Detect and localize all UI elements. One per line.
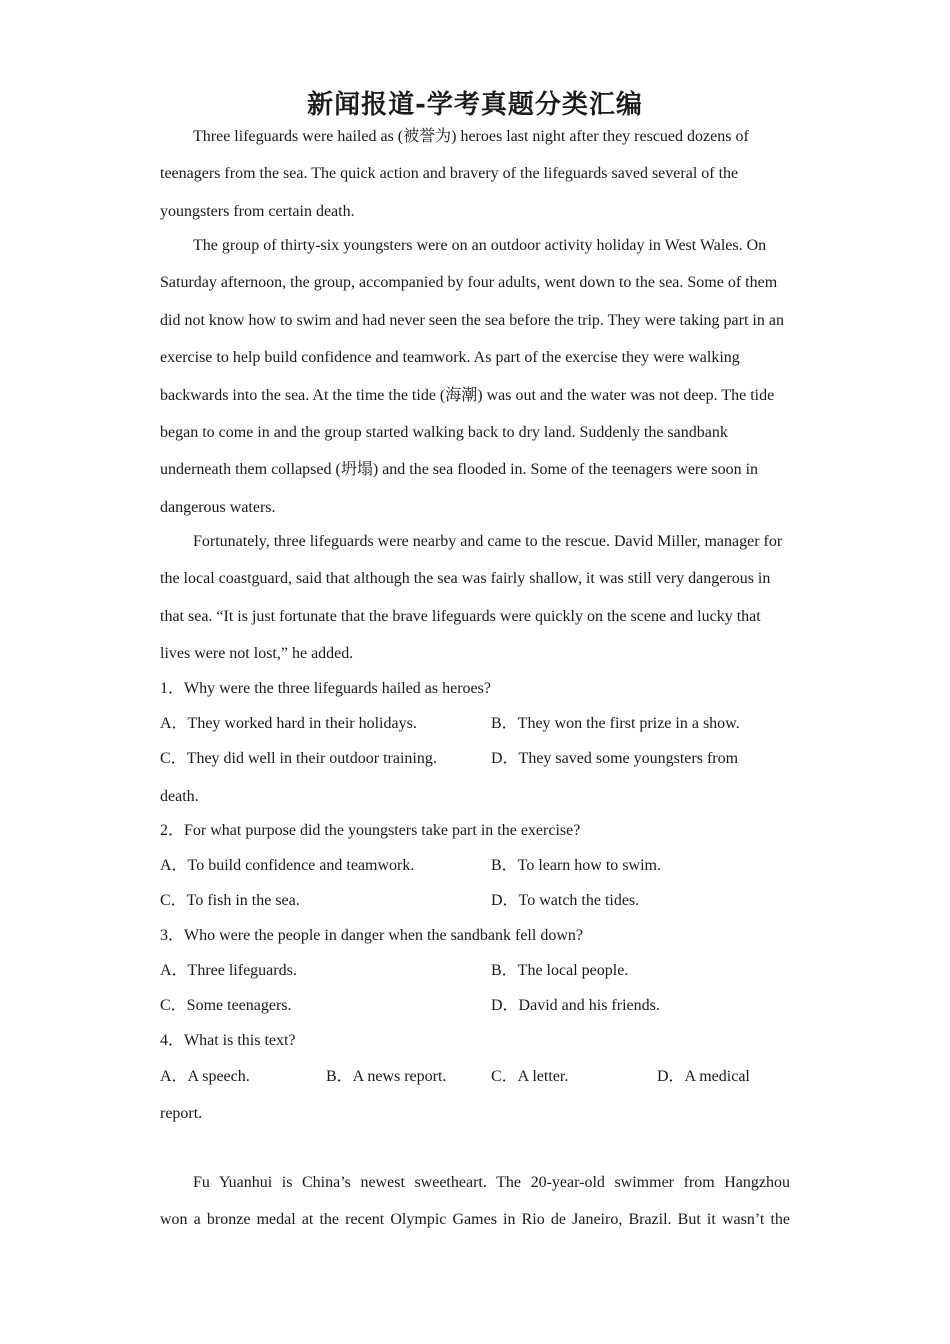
passage1-paragraph-3 — [160, 523, 790, 673]
question-1-option-d: D．They saved some youngsters from — [491, 750, 739, 767]
question-4-option-c: C．A letter. — [491, 1068, 569, 1085]
question-1-stem: 1．Why were the three lifeguards hailed as heroes? — [160, 680, 491, 697]
question-2-option-a: A．To build confidence and teamwork. — [160, 857, 415, 874]
passage1-paragraph-3-text: Fortunately, three lifeguards were nearby and came to the rescue. David Miller, manager for the local coastguard, said that although the sea was fairly shallow, it was still very dangerous in that sea. “It is just fortunate that the brave lifeguards were quickly on the scene and lucky that lives were not lost,” he added. — [160, 533, 783, 663]
question-3-option-b: B．The local people. — [491, 962, 629, 979]
question-4-option-b: B．A news report. — [326, 1068, 447, 1085]
question-4-option-d-continued: report. — [160, 1105, 203, 1122]
question-3-option-a: A．Three lifeguards. — [160, 962, 297, 979]
page-title: 新闻报道-学考真题分类汇编 — [307, 90, 643, 120]
passage2-line-1 — [160, 1164, 790, 1201]
question-1-option-d-continued: death. — [160, 788, 199, 805]
question-2-option-c: C．To fish in the sea. — [160, 892, 300, 909]
question-3-stem: 3．Who were the people in danger when the sandbank fell down? — [160, 927, 583, 944]
passage1-paragraph-1-text: Three lifeguards were hailed as (被誉为) heroes last night after they rescued dozens of teenagers from the sea. The quick action and bravery of the lifeguards saved several of the youngsters from certain death. — [160, 128, 749, 220]
question-2-stem: 2．For what purpose did the youngsters take part in the exercise? — [160, 822, 581, 839]
passage1-paragraph-2 — [160, 227, 790, 526]
question-3-option-c: C．Some teenagers. — [160, 997, 292, 1014]
question-4-option-a: A．A speech. — [160, 1068, 250, 1085]
question-4-option-d: D．A medical — [657, 1068, 750, 1085]
question-2-option-b: B．To learn how to swim. — [491, 857, 661, 874]
passage2-line-1-text: Fu Yuanhui is China’s newest sweetheart. The 20-year-old swimmer from Hangzhou — [193, 1174, 790, 1191]
passage1-paragraph-1 — [160, 118, 790, 230]
question-4-stem: 4．What is this text? — [160, 1032, 296, 1049]
question-2-option-d: D．To watch the tides. — [491, 892, 640, 909]
passage1-paragraph-2-text: The group of thirty-six youngsters were on an outdoor activity holiday in West Wales. On Saturday afternoon, the group, accompanied by four adults, went down to the sea. Some of them did not know how to swim and had never seen the sea before the trip. They were taking part in an exercise to help build confidence and teamwork. As part of the exercise they were walking backwards into the sea. At the time the tide (海潮) was out and the water was not deep. The tide began to come in and the group started walking back to dry land. Suddenly the sandbank underneath them collapsed (坍塌) and the sea flooded in. Some of the teenagers were soon in dangerous waters. — [160, 237, 784, 516]
passage2-line-2 — [160, 1201, 790, 1238]
question-1-option-b: B．They won the first prize in a show. — [491, 715, 740, 732]
question-3-option-d: D．David and his friends. — [491, 997, 660, 1014]
passage2-line-2-text: won a bronze medal at the recent Olympic Games in Rio de Janeiro, Brazil. But it wasn’t the — [160, 1211, 790, 1228]
question-1-option-c: C．They did well in their outdoor training. — [160, 750, 437, 767]
question-1-option-a: A．They worked hard in their holidays. — [160, 715, 417, 732]
